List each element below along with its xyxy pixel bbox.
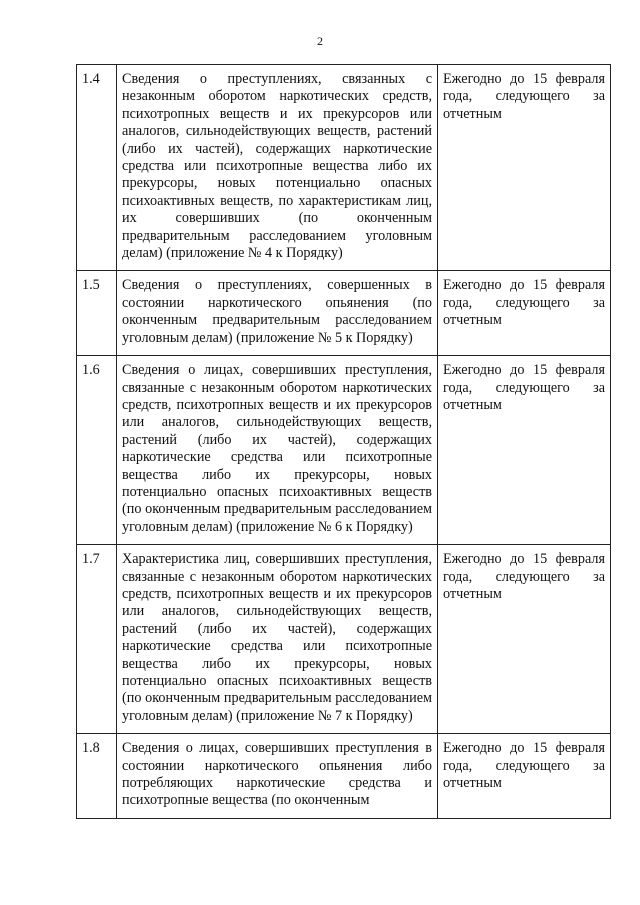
table-row <box>77 65 611 271</box>
page-number: 2 <box>317 34 323 48</box>
table-row <box>77 545 611 734</box>
row-deadline: Ежегодно до 15 февраля года, следующего за отчетным <box>438 734 611 819</box>
row-number: 1.6 <box>77 356 117 545</box>
table-row <box>77 271 611 356</box>
table-row <box>77 734 611 819</box>
table-row <box>77 356 611 545</box>
row-description: Сведения о лицах, совершивших преступления, связанные с незаконным оборотом наркотических средств, психотропных веществ и их прекурсоров или аналогов, сильнодействующих веществ, растений (либо их частей), содержащих наркотические средства или психотропные вещества либо их прекурсоры, новых потенциально опасных психоактивных веществ (по оконченным предварительным расследованием уголовным делам) (приложение № 6 к Порядку) <box>117 356 438 545</box>
row-deadline: Ежегодно до 15 февраля года, следующего за отчетным <box>438 356 611 545</box>
row-deadline: Ежегодно до 15 февраля года, следующего за отчетным <box>438 65 611 271</box>
row-number: 1.7 <box>77 545 117 734</box>
row-description: Сведения о преступлениях, связанных с незаконным оборотом наркотических средств, психотропных веществ и их прекурсоров или аналогов, сильнодействующих веществ, растений (либо их частей), содержащих наркотические средства или психотропные вещества либо их прекурсоры, новых потенциально опасных психоактивных веществ, по характеристикам лиц, их совершивших (по оконченным предварительным расследованием уголовным делам) (приложение № 4 к Порядку) <box>117 65 438 271</box>
row-description: Сведения о преступлениях, совершенных в состоянии наркотического опьянения (по оконченным предварительным расследованием уголовным делам) (приложение № 5 к Порядку) <box>117 271 438 356</box>
row-description: Сведения о лицах, совершивших преступления в состоянии наркотического опьянения либо потребляющих наркотические средства и психотропные вещества (по оконченным <box>117 734 438 819</box>
row-number: 1.8 <box>77 734 117 819</box>
row-number: 1.4 <box>77 65 117 271</box>
row-number: 1.5 <box>77 271 117 356</box>
row-description: Характеристика лиц, совершивших преступления, связанные с незаконным оборотом наркотических средств, психотропных веществ и их прекурсоров или аналогов, сильнодействующих веществ, растений (либо их частей), содержащих наркотические средства или психотропные вещества либо их прекурсоры, новых потенциально опасных психоактивных веществ (по оконченным предварительным расследованием уголовным делам) (приложение № 7 к Порядку) <box>117 545 438 734</box>
reporting-table <box>76 64 611 819</box>
row-deadline: Ежегодно до 15 февраля года, следующего за отчетным <box>438 271 611 356</box>
row-deadline: Ежегодно до 15 февраля года, следующего за отчетным <box>438 545 611 734</box>
